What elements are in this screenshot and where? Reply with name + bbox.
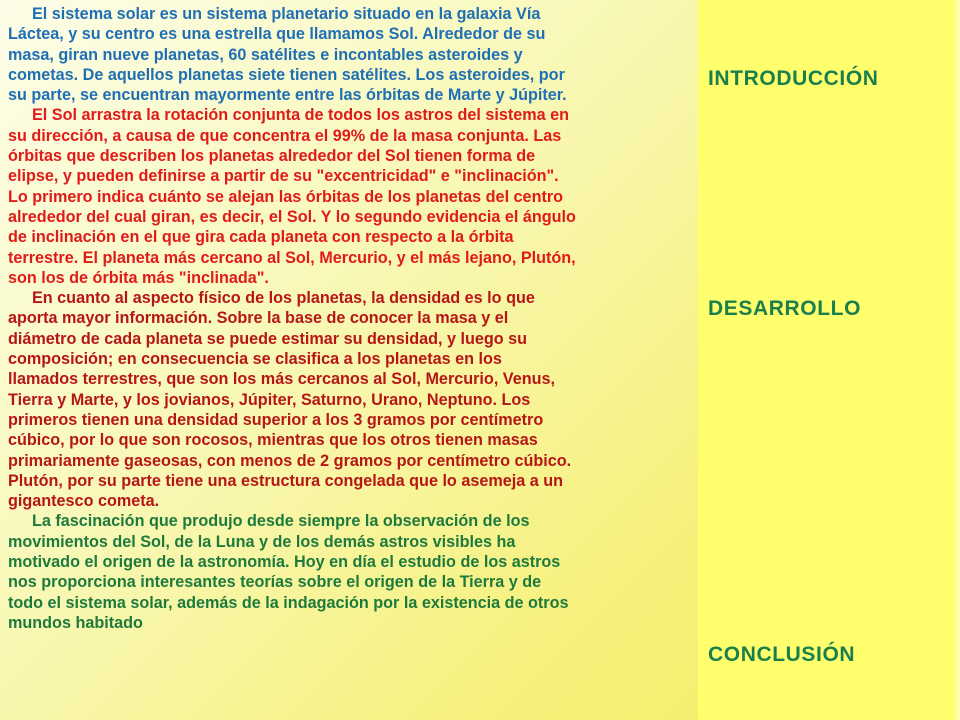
- section-labels-panel: [698, 0, 960, 720]
- text-panel: [8, 4, 698, 720]
- development-paragraph-1: El Sol arrastra la rotación conjunta de todos los astros del sistema en su dirección, a causa de que concentra el 99% de la masa conjunta. Las órbitas que describen los planetas alrededor del Sol tienen forma de elipse, y pueden definirse a partir de su "excentricidad" e "inclinación". Lo primero indica cuánto se alejan las órbitas de los planetas del centro alrededor del cual giran, es decir, el Sol. Y lo segundo evidencia el ángulo de inclinación en el que gira cada planeta con respecto a la órbita terrestre. El planeta más cercano al Sol, Mercurio, y el más lejano, Plutón, son los de órbita más "inclinada".: [8, 106, 576, 287]
- conclusion-paragraph: La fascinación que produjo desde siempre la observación de los movimientos del Sol, de la Luna y de los demás astros visibles ha motivado el origen de la astronomía. Hoy en día el estudio de los astros nos proporciona interesantes teorías sobre el origen de la Tierra y de todo el sistema solar, además de la indagación por la existencia de otros mundos habitado: [8, 512, 569, 632]
- section-label-introduction: INTRODUCCIÓN: [708, 67, 879, 90]
- section-label-development: DESARROLLO: [708, 297, 861, 320]
- section-label-conclusion: CONCLUSIÓN: [708, 643, 856, 666]
- development-paragraph-2: En cuanto al aspecto físico de los planetas, la densidad es lo que aporta mayor información. Sobre la base de conocer la masa y el diámetro de cada planeta se puede estimar su densidad, y luego su composición; en consecuencia se clasifica a los planetas en los llamados terrestres, que son los más cercanos al Sol, Mercurio, Venus, Tierra y Marte, y los jovianos, Júpiter, Saturno, Urano, Neptuno. Los primeros tienen una densidad superior a los 3 gramos por centímetro cúbico, por lo que son rocosos, mientras que los otros tienen masas primariamente gaseosas, con menos de 2 gramos por centímetro cúbico. Plutón, por su parte tiene una estructura congelada que lo asemeja a un gigantesco cometa.: [8, 289, 572, 511]
- intro-paragraph: El sistema solar es un sistema planetario situado en la galaxia Vía Láctea, y su centro es una estrella que llamamos Sol. Alrededor de su masa, giran nueve planetas, 60 satélites e incontables asteroides y cometas. De aquellos planetas siete tienen satélites. Los asteroides, por su parte, se encuentran mayormente entre las órbitas de Marte y Júpiter.: [8, 5, 567, 105]
